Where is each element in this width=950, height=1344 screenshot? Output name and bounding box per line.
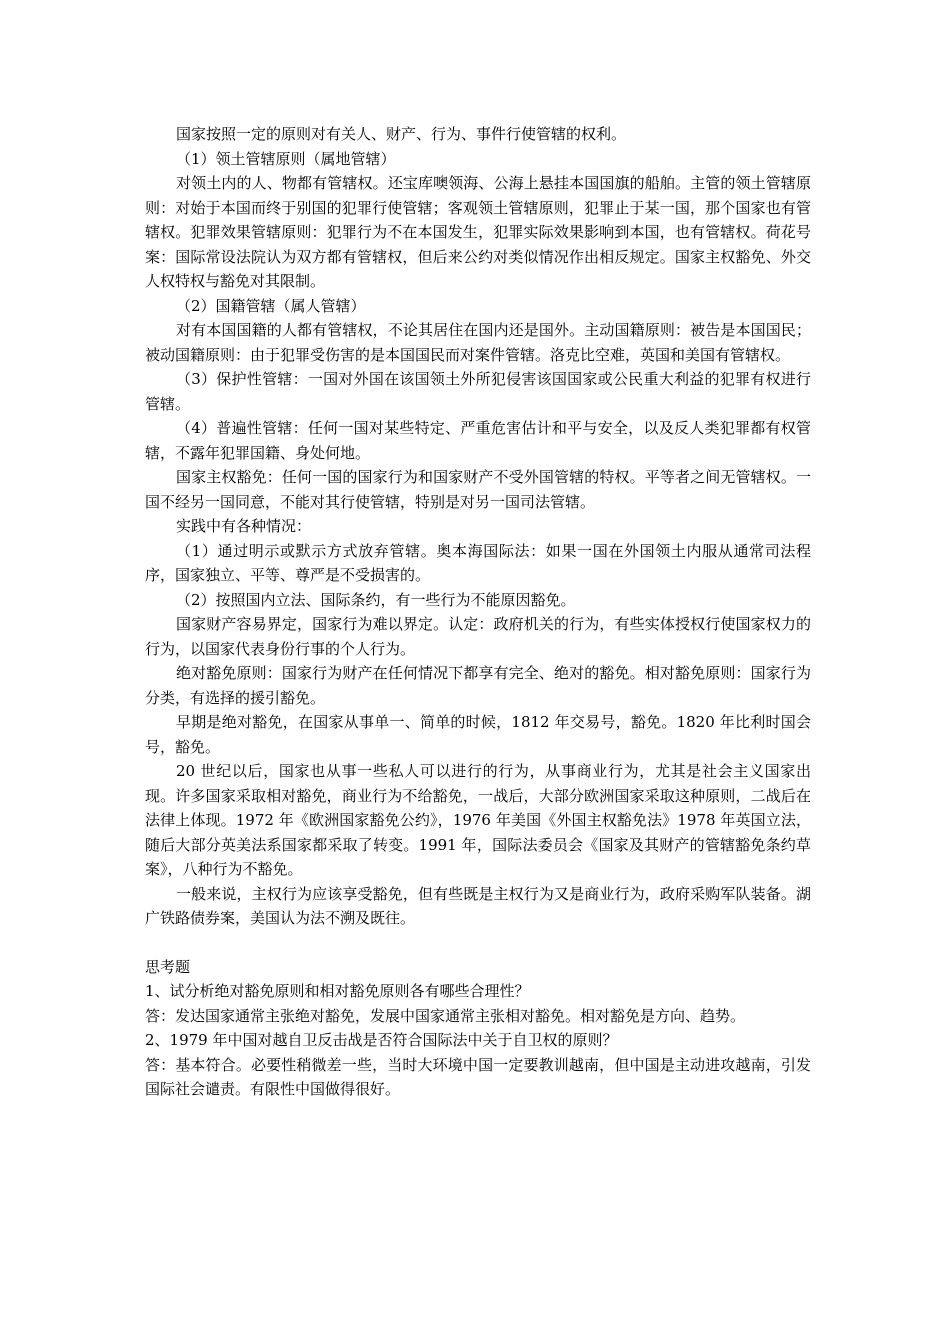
territorial-heading: （1）领土管辖原则（属地管辖） [176, 149, 396, 168]
territorial-paragraph: 对领土内的人、物都有管辖权。还宝库噢领海、公海上悬挂本国国旗的船舶。主管的领土管辖原则：对始于本国而终于别国的犯罪行使管辖；客观领土管辖原则，犯罪止于某一国，那个国家也有管辖权。犯罪效果管辖原则：犯罪行为不在本国发生，犯罪实际效果影响到本国，也有管辖权。荷花号案：国际常设法院认为双方都有管辖权，但后来公约对类似情况作出相反规定。国家主权豁免、外交人权特权与豁免对其限制。 [145, 174, 811, 290]
answer-2: 答：基本符合。必要性稍微差一些，当时大环境中国一定要教训越南，但中国是主动进攻越南，引发国际社会谴责。有限性中国做得很好。 [145, 1055, 811, 1098]
century-paragraph: 20 世纪以后，国家也从事一些私人可以进行的行为，从事商业行为，尤其是社会主义国家出现。许多国家采取相对豁免，商业行为不给豁免，一战后，大部分欧洲国家采取这种原则，二战后在法律上体现。1972 年《欧洲国家豁免公约》，1976 年美国《外国主权豁免法》1978 年英国立法，随后大部分英美法系国家都采取了转变。1991 年，国际法委员会《国家及其财产的管辖豁免条约草案》，八种行为不豁免。 [145, 762, 811, 878]
property-paragraph: 国家财产容易界定，国家行为难以界定。认定：政府机关的行为，有些实体授权行使国家权力的行为，以国家代表身份行事的个人行为。 [145, 615, 811, 658]
question-1: 1、试分析绝对豁免原则和相对豁免原则各有哪些合理性？ [145, 982, 530, 1000]
nationality-heading: （2）国籍管辖（属人管辖） [176, 296, 366, 315]
questions-title: 思考题 [145, 957, 191, 976]
question-2: 2、1979 年中国对越自卫反击战是否符合国际法中关于自卫权的原则？ [145, 1031, 618, 1049]
practice-intro: 实践中有各种情况： [176, 517, 312, 535]
absolute-paragraph: 绝对豁免原则：国家行为财产在任何情况下都享有完全、绝对的豁免。相对豁免原则：国家行为分类，有选择的援引豁免。 [145, 664, 811, 707]
early-paragraph: 早期是绝对豁免，在国家从事单一、简单的时候，1812 年交易号，豁免。1820 年比利时国会号，豁免。 [145, 713, 811, 756]
universal-paragraph: （4）普遍性管辖：任何一国对某些特定、严重危害估计和平与安全，以及反人类犯罪都有权管辖，不露年犯罪国籍、身处何地。 [145, 419, 811, 462]
nationality-paragraph: 对有本国国籍的人都有管辖权，不论其居住在国内还是国外。主动国籍原则：被告是本国国民；被动国籍原则：由于犯罪受伤害的是本国国民而对案件管辖。洛克比空难，英国和美国有管辖权。 [145, 321, 811, 364]
general-paragraph: 一般来说，主权行为应该享受豁免，但有些既是主权行为又是商业行为，政府采购军队装备。湖广铁路债券案，美国认为法不溯及既往。 [145, 884, 811, 927]
document-page [145, 122, 811, 1102]
answer-1: 答：发达国家通常主张绝对豁免，发展中国家通常主张相对豁免。相对豁免是方向、趋势。 [145, 1006, 746, 1025]
protective-paragraph: （3）保护性管辖：一国对外国在该国领土外所犯侵害该国国家或公民重大利益的犯罪有权进行管辖。 [145, 370, 811, 413]
intro-paragraph: 国家按照一定的原则对有关人、财产、行为、事件行使管辖的权利。 [176, 125, 627, 143]
section-spacer [145, 931, 811, 955]
immunity-paragraph: 国家主权豁免：任何一国的国家行为和国家财产不受外国管辖的特权。平等者之间无管辖权。一国不经另一国同意，不能对其行使管辖，特别是对另一国司法管辖。 [145, 468, 811, 511]
practice-item-2: （2）按照国内立法、国际条约，有一些行为不能原因豁免。 [176, 590, 576, 609]
practice-item-1: （1）通过明示或默示方式放弃管辖。奥本海国际法：如果一国在外国领土内服从通常司法程序，国家独立、平等、尊严是不受损害的。 [145, 541, 811, 584]
